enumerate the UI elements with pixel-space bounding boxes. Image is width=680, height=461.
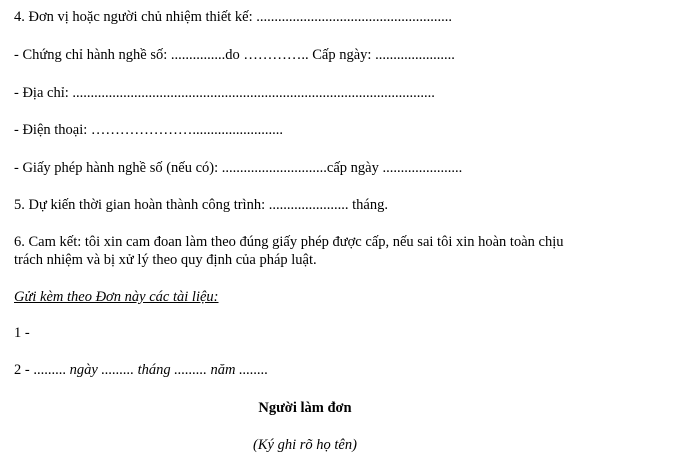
phone-field: - Điện thoại: …………………......................... [14, 122, 284, 138]
duration-field: 5. Dự kiến thời gian hoàn thành công trình: ...................... tháng. [14, 197, 388, 213]
commitment-line-2: trách nhiệm và bị xử lý theo quy định của pháp luật. [14, 252, 317, 268]
attachment-item-1: 1 - [14, 325, 30, 341]
attachment-item-2-prefix: 2 - ......... [14, 362, 70, 378]
certificate-field: - Chứng chỉ hành nghề số: ...............do ………….. Cấp ngày: ...................... [14, 47, 455, 63]
attachments-heading: Gửi kèm theo Đơn này các tài liệu: [14, 289, 219, 305]
signer-title: Người làm đơn [258, 400, 352, 416]
date-line: ngày ......... tháng ......... năm ........ [69, 362, 269, 378]
signature-note: (Ký ghi rõ họ tên) [253, 437, 357, 453]
license-field: - Giấy phép hành nghề số (nếu có): .............................cấp ngày ...................... [14, 160, 463, 176]
designer-field: 4. Đơn vị hoặc người chủ nhiệm thiết kế: ...................................................... [14, 9, 453, 25]
attachment-item-2 [14, 362, 268, 379]
address-field: - Địa chỉ: .................................................................................................... [14, 85, 435, 101]
commitment-line-1: 6. Cam kết: tôi xin cam đoan làm theo đúng giấy phép được cấp, nếu sai tôi xin hoàn toàn chịu [14, 234, 564, 250]
